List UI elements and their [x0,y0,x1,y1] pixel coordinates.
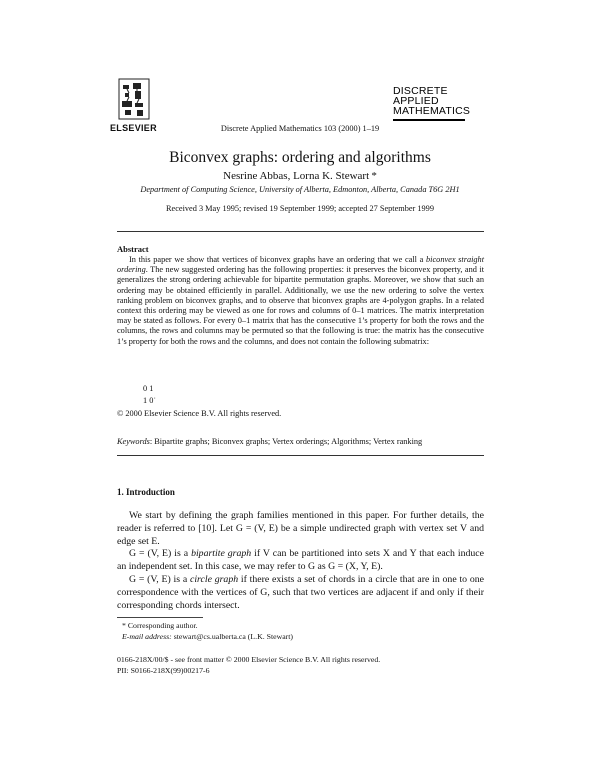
submatrix-row: 1 0˙ [143,396,157,405]
journal-logo-rule [393,119,465,121]
abstract-top-rule [117,231,484,232]
email-label: E-mail address: [122,632,172,641]
defined-term: circle graph [189,574,239,585]
keywords-list: : Bipartite graphs; Biconvex graphs; Vertex orderings; Algorithms; Vertex ranking [149,437,423,446]
footnote-email [117,632,484,643]
abstract-text [117,255,484,347]
footnote-rule [117,617,203,618]
paragraph-text-part: if there exists a set of chords in a circle that are in one to one correspondence with the vertices of G, such that two vertices are adjacent if and only if their corresponding chords intersect. [117,574,485,611]
intro-paragraph [117,574,484,612]
intro-paragraph: We start by defining the graph families mentioned in this paper. For further details, the reader is referred to [10]. Let G = (V, E) be a simple undirected graph with vertex set V and edge set E. [117,510,484,547]
abstract-term: biconvex straight ordering [117,255,485,275]
footer-pii: PII: S0166-218X(99)00217-6 [117,666,210,675]
submatrix-row: 0 1 [143,384,154,393]
copyright-notice: © 2000 Elsevier Science B.V. All rights reserved. [117,409,282,418]
defined-term: bipartite graph [191,548,252,559]
journal-logo-line: APPLIED [393,95,439,107]
paragraph-text-part: G = (V, E) is a [129,574,190,585]
article-authors: Nesrine Abbas, Lorna K. Stewart * [223,170,377,182]
journal-logo-line: DISCRETE [393,85,448,97]
section-heading: 1. Introduction [117,487,175,497]
footnote-corresponding [117,621,484,632]
keywords-label: Keywords [117,437,150,446]
paragraph-text-part: G = (V, E) is a [129,548,192,559]
abstract-text-part: In this paper we show that vertices of biconvex graphs have an ordering that we call a [129,255,427,264]
footnote-text: * Corresponding author. [122,621,198,630]
journal-logo [393,86,470,121]
article-title: Biconvex graphs: ordering and algorithms [169,149,431,166]
footer-front-matter: 0166-218X/00/$ - see front matter © 2000 Elsevier Science B.V. All rights reserved. [117,655,381,664]
paragraph-text-part: if V can be partitioned into sets X and Y that each induce an independent set. In this case, we may refer to G as G = (X, Y, E). [117,548,484,572]
received-dates: Received 3 May 1995; revised 19 September 1999; accepted 27 September 1999 [166,204,434,213]
journal-logo-line: MATHEMATICS [393,105,471,117]
keywords [117,437,487,446]
publisher-logo-text: ELSEVIER [110,123,157,133]
intro-paragraph [117,548,484,574]
email-value[interactable]: stewart@cs.ualberta.ca (L.K. Stewart) [171,632,294,641]
abstract-bottom-rule [117,455,484,456]
abstract-heading: Abstract [117,244,149,254]
submatrix [143,383,156,407]
author-affiliation: Department of Computing Science, University of Alberta, Edmonton, Alberta, Canada T6G 2H1 [140,185,460,194]
journal-citation: Discrete Applied Mathematics 103 (2000) 1–19 [220,124,380,133]
tree-icon [113,77,155,123]
abstract-text-part: . The new suggested ordering has the following properties: it preserves the biconvex property, and it generalizes the strong ordering achievable for bipartite permutation graphs. Moreover, we show that such an ordering may be obtained efficiently in parallel. Additionally, we use the new ordering to solve the vertex ranking problem on biconvex graphs, and to observe that biconvex graphs are 4-polygon graphs. In a related context this ordering may be viewed as one for rows and columns of 0–1 matrices. The matrix interpretation may be stated as follows. For every 0–1 matrix that has the consecutive 1’s property for both the rows and the columns, the rows and columns may be permuted so that the following is true: the matrix has the consecutive 1’s property for both the rows and the columns, and does not contain the following submatrix: [117,265,484,346]
